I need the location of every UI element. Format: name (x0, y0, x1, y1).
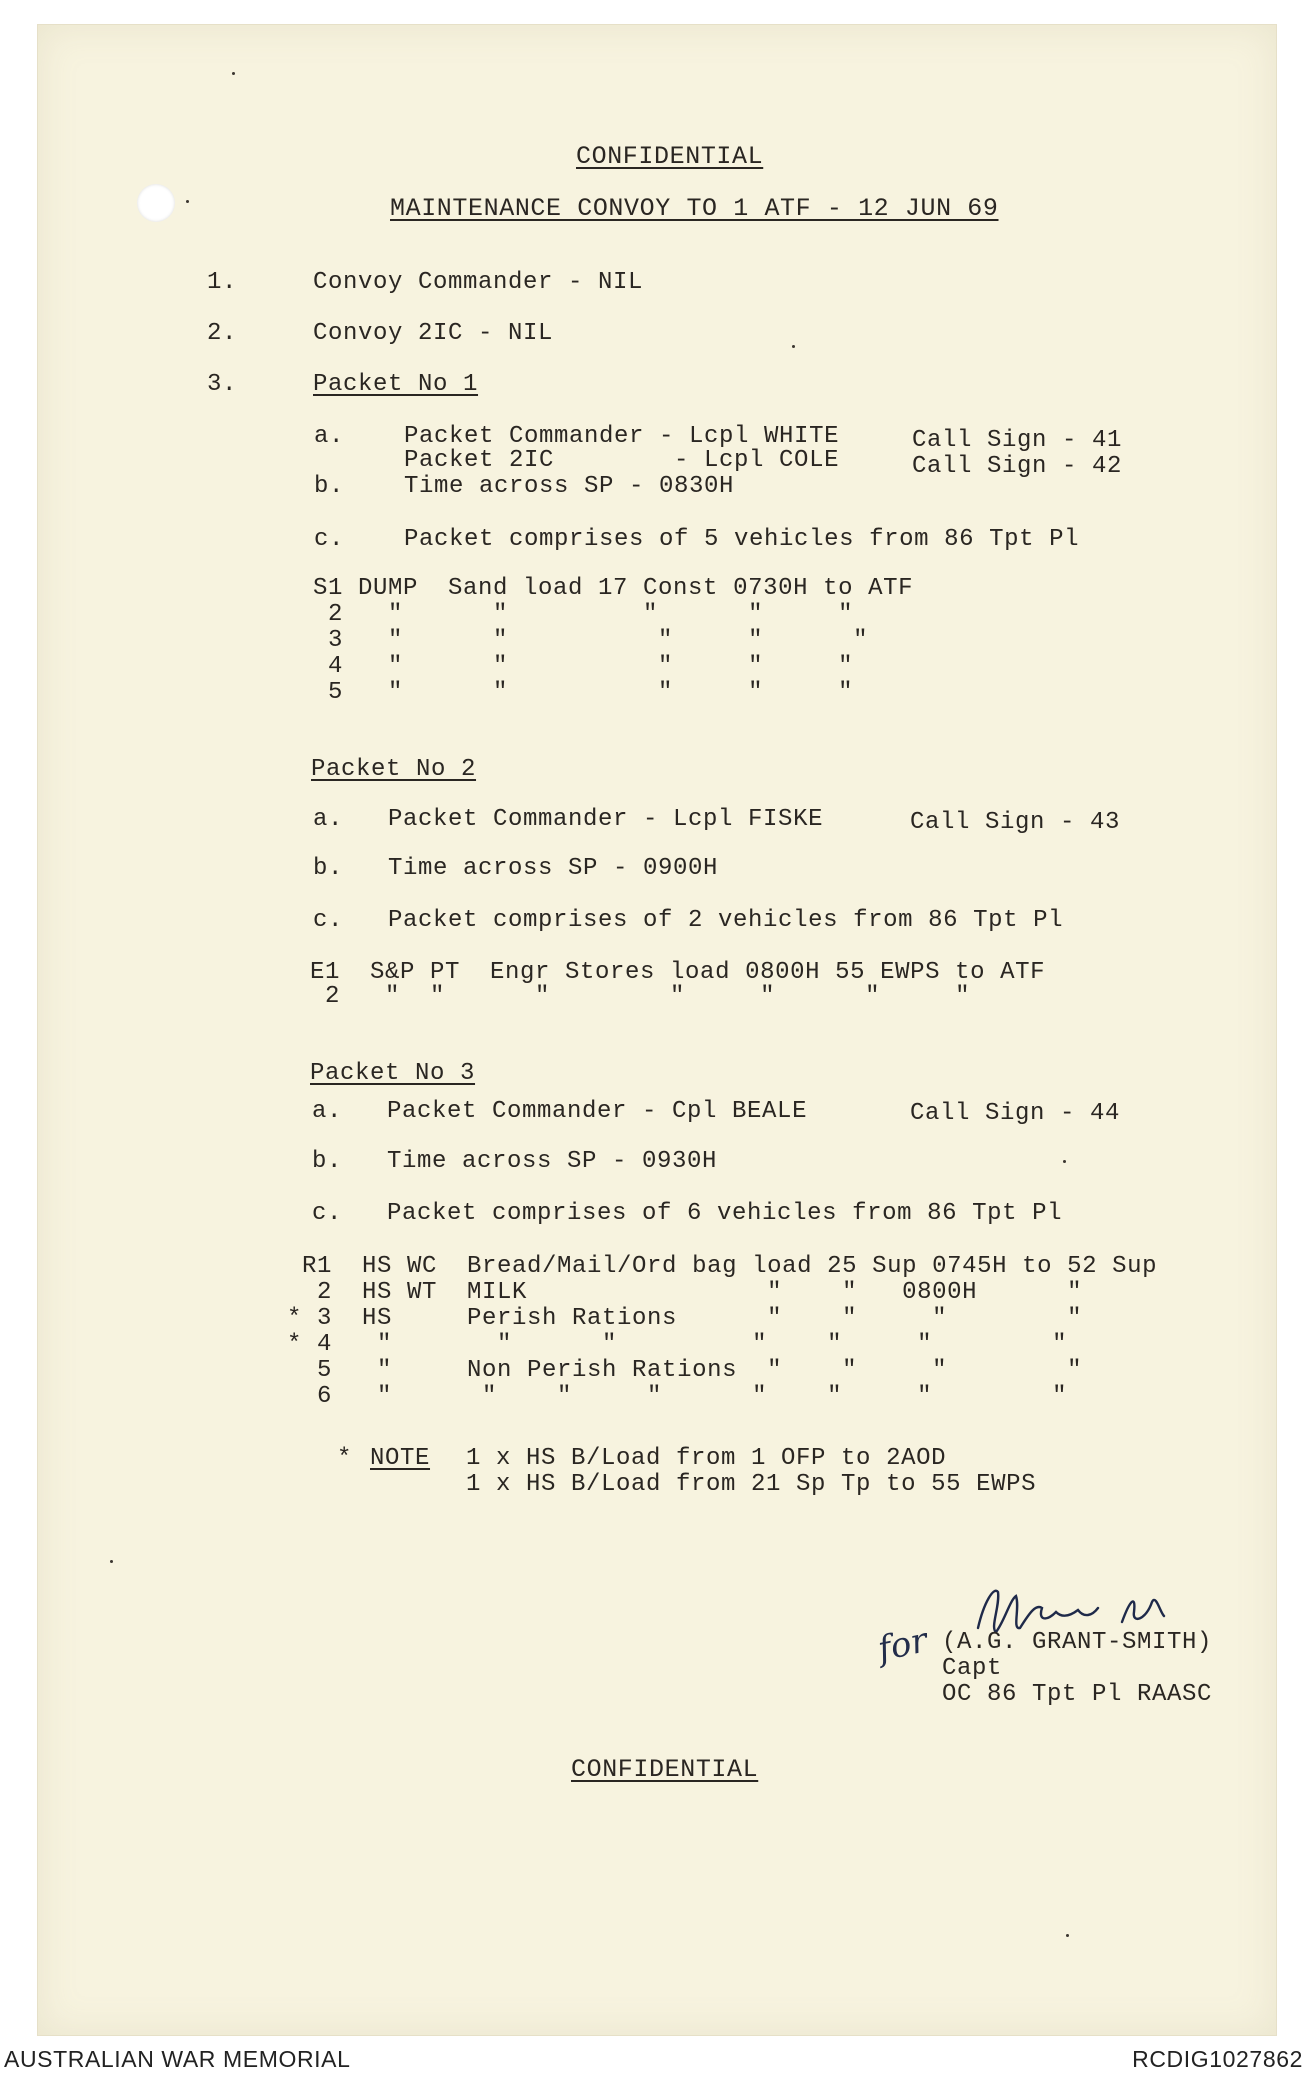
packet-3-row: * 4 " " " " " " " (272, 1331, 1068, 1358)
ink-speck (186, 200, 189, 203)
item-number: 3. (207, 371, 238, 398)
packet-3-call-sign: Call Sign - 44 (910, 1100, 1121, 1127)
packet-1-row: 4 " " " " " (313, 653, 854, 680)
packet-3-row: * 3 HS Perish Rations " " " " (272, 1305, 1083, 1332)
ink-speck (792, 345, 795, 348)
packet-1-commander-call-sign: Call Sign - 41 (912, 427, 1123, 454)
packet-3-row: 5 " Non Perish Rations " " " " (272, 1357, 1083, 1384)
sub-label: b. (313, 855, 344, 882)
sub-label: c. (312, 1200, 343, 1227)
sub-label: b. (312, 1148, 343, 1175)
classification-top: CONFIDENTIAL (576, 142, 764, 171)
sub-label: a. (314, 423, 345, 450)
signatory-rank: Capt (942, 1655, 1003, 1682)
packet-1-heading: Packet No 1 (313, 371, 479, 398)
packet-2-row: E1 S&P PT Engr Stores load 0800H 55 EWPS to ATF (310, 959, 1046, 986)
ink-speck (232, 72, 235, 75)
packet-1-2ic: Packet 2IC - Lcpl COLE (404, 447, 840, 474)
packet-1-row: S1 DUMP Sand load 17 Const 0730H to ATF (313, 575, 914, 602)
classification-bottom: CONFIDENTIAL (571, 1755, 759, 1784)
sub-label: c. (313, 907, 344, 934)
note-line: 1 x HS B/Load from 1 OFP to 2AOD (466, 1445, 947, 1472)
signatory-name: (A.G. GRANT-SMITH) (942, 1629, 1213, 1656)
archive-name: AUSTRALIAN WAR MEMORIAL (4, 2046, 351, 2072)
sub-label: c. (314, 526, 345, 553)
packet-1-comprises: Packet comprises of 5 vehicles from 86 Tpt Pl (404, 526, 1080, 553)
packet-1-row: 3 " " " " " (313, 627, 869, 654)
packet-3-comprises: Packet comprises of 6 vehicles from 86 Tpt Pl (387, 1200, 1063, 1227)
packet-1-row: 2 " " " " " (313, 601, 854, 628)
document-title: MAINTENANCE CONVOY TO 1 ATF - 12 JUN 69 (390, 194, 999, 223)
sub-label: a. (313, 806, 344, 833)
packet-1-row: 5 " " " " " (313, 679, 854, 706)
packet-2-time: Time across SP - 0900H (388, 855, 719, 882)
packet-1-2ic-call-sign: Call Sign - 42 (912, 453, 1123, 480)
document-id: RCDIG1027862 (1132, 2046, 1303, 2072)
sub-label: a. (312, 1098, 343, 1125)
packet-1-commander: Packet Commander - Lcpl WHITE (404, 423, 840, 450)
packet-3-row: 6 " " " " " " " " (272, 1383, 1068, 1410)
note-marker: * (337, 1445, 368, 1472)
ink-speck (110, 1560, 113, 1563)
convoy-commander-line: Convoy Commander - NIL (313, 269, 644, 296)
packet-3-row: R1 HS WC Bread/Mail/Ord bag load 25 Sup 0745H to 52 Sup (272, 1253, 1158, 1280)
signature-for: for (874, 1620, 931, 1670)
signatory-unit: OC 86 Tpt Pl RAASC (942, 1681, 1213, 1708)
packet-2-comprises: Packet comprises of 2 vehicles from 86 Tpt Pl (388, 907, 1064, 934)
packet-1-time: Time across SP - 0830H (404, 473, 735, 500)
ink-speck (1066, 1934, 1069, 1937)
note-label: NOTE (370, 1445, 431, 1472)
convoy-2ic-line: Convoy 2IC - NIL (313, 320, 554, 347)
ink-speck (1063, 1160, 1066, 1163)
note-line: 1 x HS B/Load from 21 Sp Tp to 55 EWPS (466, 1471, 1037, 1498)
packet-2-commander: Packet Commander - Lcpl FISKE (388, 806, 824, 833)
packet-3-time: Time across SP - 0930H (387, 1148, 718, 1175)
packet-3-heading: Packet No 3 (310, 1060, 476, 1087)
punch-hole (137, 184, 175, 222)
packet-2-heading: Packet No 2 (311, 756, 477, 783)
item-number: 2. (207, 320, 238, 347)
sub-label: b. (314, 473, 345, 500)
packet-3-row: 2 HS WT MILK " " 0800H " (272, 1279, 1083, 1306)
item-number: 1. (207, 269, 238, 296)
packet-2-call-sign: Call Sign - 43 (910, 809, 1121, 836)
packet-3-commander: Packet Commander - Cpl BEALE (387, 1098, 808, 1125)
packet-2-row: 2 " " " " " " " (310, 983, 971, 1010)
